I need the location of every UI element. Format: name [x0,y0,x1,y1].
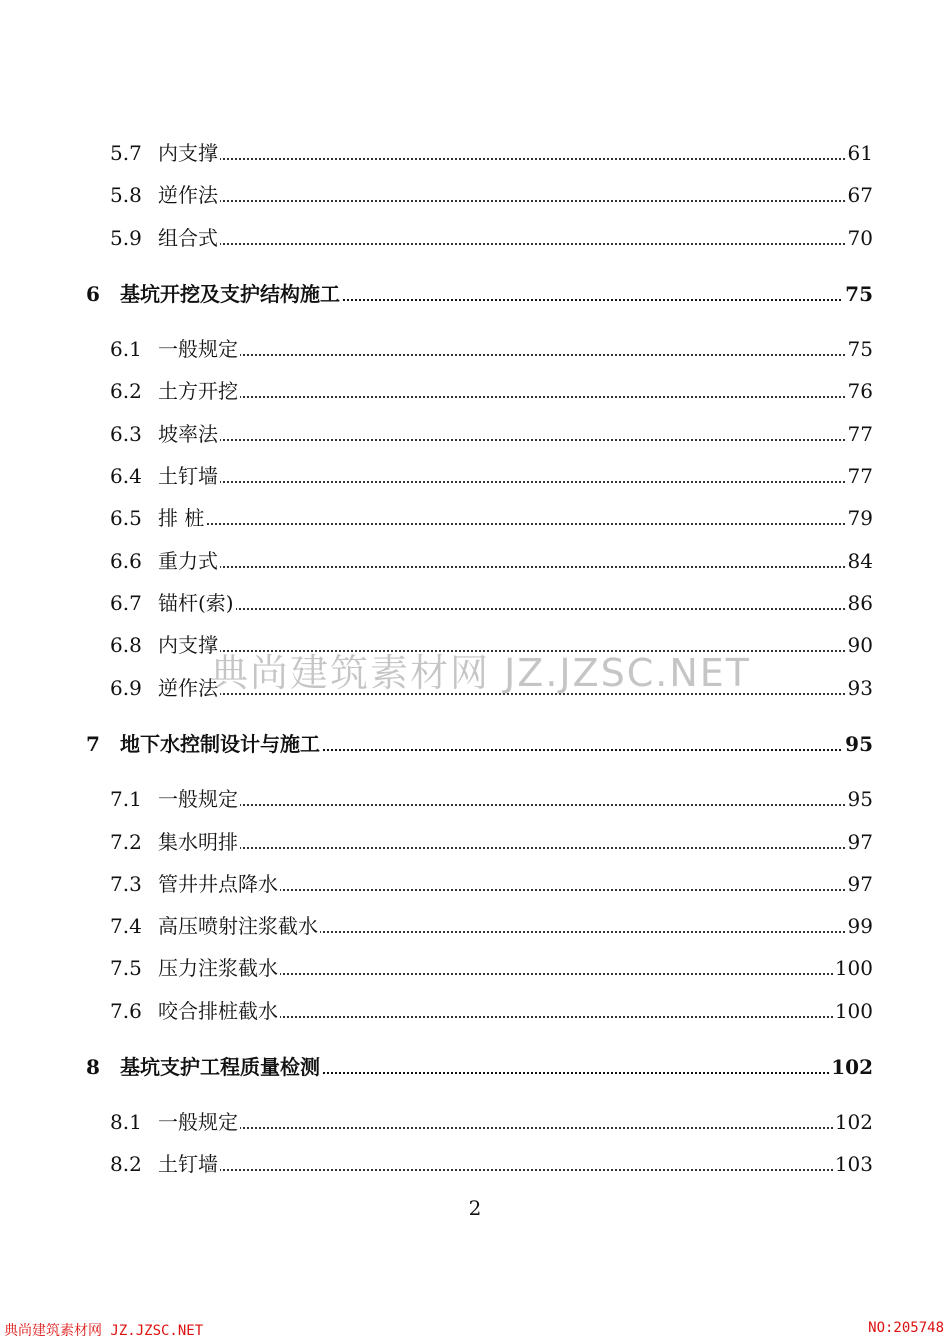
page-number: 2 [468,1196,482,1220]
toc-entry-page: 77 [846,460,873,492]
toc-section-entry[interactable] [0,587,950,619]
toc-entry-title: 土钉墙 [158,460,220,492]
toc-entry-page: 97 [846,826,873,858]
toc-entry-title: 锚杆(索) [158,587,236,619]
toc-entry-title: 基坑支护工程质量检测 [120,1051,322,1083]
toc-entry-number: 6.4 [110,464,142,488]
toc-entry-number: 7.6 [110,999,142,1023]
toc-entry-title: 排 桩 [158,502,206,534]
toc-dot-leader [158,847,873,849]
toc-entry-title: 一般规定 [158,783,240,815]
toc-section-entry[interactable] [0,333,950,365]
toc-entry-page: 75 [843,278,873,310]
toc-chapter-entry[interactable] [0,728,950,760]
toc-entry-page: 75 [846,333,873,365]
toc-entry-page: 76 [846,375,873,407]
toc-entry-number: 6 [86,282,100,306]
toc-section-entry[interactable] [0,910,950,942]
toc-entry-page: 77 [846,418,873,450]
toc-entry-title: 内支撑 [158,629,220,661]
toc-entry-number: 5.7 [110,141,142,165]
toc-entry-title: 地下水控制设计与施工 [120,728,322,760]
toc-entry-title: 逆作法 [158,672,220,704]
toc-entry-title: 坡率法 [158,418,220,450]
toc-entry-number: 8.2 [110,1152,142,1176]
toc-section-entry[interactable] [0,222,950,254]
toc-entry-number: 7.1 [110,787,142,811]
toc-entry-page: 102 [833,1106,873,1138]
toc-entry-page: 97 [846,868,873,900]
toc-section-entry[interactable] [0,502,950,534]
toc-entry-page: 90 [846,629,873,661]
toc-section-entry[interactable] [0,868,950,900]
toc-entry-page: 86 [846,587,873,619]
toc-chapter-entry[interactable] [0,278,950,310]
toc-entry-number: 5.8 [110,183,142,207]
toc-entry-title: 重力式 [158,545,220,577]
toc-entry-page: 67 [846,179,873,211]
toc-entry-number: 8.1 [110,1110,142,1134]
toc-dot-leader [158,608,873,610]
toc-entry-number: 7.4 [110,914,142,938]
toc-entry-number: 8 [86,1055,100,1079]
toc-dot-leader [158,1127,873,1129]
toc-entry-title: 一般规定 [158,333,240,365]
toc-section-entry[interactable] [0,545,950,577]
toc-dot-leader [158,439,873,441]
toc-entry-number: 6.7 [110,591,142,615]
toc-entry-title: 土钉墙 [158,1148,220,1180]
toc-entry-page: 102 [829,1051,873,1083]
toc-dot-leader [158,354,873,356]
footer-site-name: 典尚建筑素材网 JZ.JZSC.NET [4,1323,204,1339]
toc-entry-number: 7.3 [110,872,142,896]
toc-entry-title: 内支撑 [158,137,220,169]
toc-dot-leader [158,804,873,806]
toc-section-entry[interactable] [0,460,950,492]
toc-dot-leader [158,1169,873,1171]
toc-entry-title: 高压喷射注浆截水 [158,910,320,942]
toc-section-entry[interactable] [0,783,950,815]
toc-section-entry[interactable] [0,995,950,1027]
toc-entry-number: 5.9 [110,226,142,250]
toc-dot-leader [158,200,873,202]
toc-entry-page: 99 [846,910,873,942]
toc-entry-title: 逆作法 [158,179,220,211]
toc-section-entry[interactable] [0,1106,950,1138]
watermark: 典尚建筑素材网 JZ.JZSC.NET [210,651,752,695]
toc-entry-page: 79 [846,502,873,534]
toc-entry-number: 7.2 [110,830,142,854]
toc-entry-number: 7.5 [110,956,142,980]
toc-entry-title: 土方开挖 [158,375,240,407]
toc-entry-number: 6.9 [110,676,142,700]
toc-entry-number: 6.3 [110,422,142,446]
toc-entry-title: 基坑开挖及支护结构施工 [120,278,342,310]
toc-entry-title: 组合式 [158,222,220,254]
toc-entry-page: 93 [846,672,873,704]
toc-section-entry[interactable] [0,952,950,984]
toc-entry-number: 6.6 [110,549,142,573]
toc-entry-title: 咬合排桩截水 [158,995,280,1027]
toc-entry-number: 6.5 [110,506,142,530]
toc-dot-leader [158,481,873,483]
toc-section-entry[interactable] [0,179,950,211]
toc-entry-number: 6.1 [110,337,142,361]
toc-dot-leader [158,396,873,398]
toc-entry-page: 100 [833,952,873,984]
toc-entry-page: 70 [846,222,873,254]
toc-dot-leader [158,158,873,160]
toc-entry-page: 84 [846,545,873,577]
toc-section-entry[interactable] [0,137,950,169]
toc-entry-page: 95 [846,783,873,815]
toc-dot-leader [158,243,873,245]
footer-id: NO:205748 [868,1320,944,1336]
toc-entry-title: 压力注浆截水 [158,952,280,984]
toc-chapter-entry[interactable] [0,1051,950,1083]
toc-entry-number: 7 [86,732,100,756]
toc-dot-leader [158,566,873,568]
toc-entry-page: 100 [833,995,873,1027]
toc-section-entry[interactable] [0,418,950,450]
toc-entry-page: 95 [843,728,873,760]
toc-dot-leader [158,523,873,525]
toc-entry-number: 6.2 [110,379,142,403]
toc-entry-title: 管井井点降水 [158,868,280,900]
toc-entry-page: 61 [846,137,873,169]
toc-section-entry[interactable] [0,375,950,407]
toc-entry-page: 103 [833,1148,873,1180]
toc-section-entry[interactable] [0,826,950,858]
toc-entry-number: 6.8 [110,633,142,657]
toc-entry-title: 一般规定 [158,1106,240,1138]
toc-entry-title: 集水明排 [158,826,240,858]
toc-section-entry[interactable] [0,1148,950,1180]
